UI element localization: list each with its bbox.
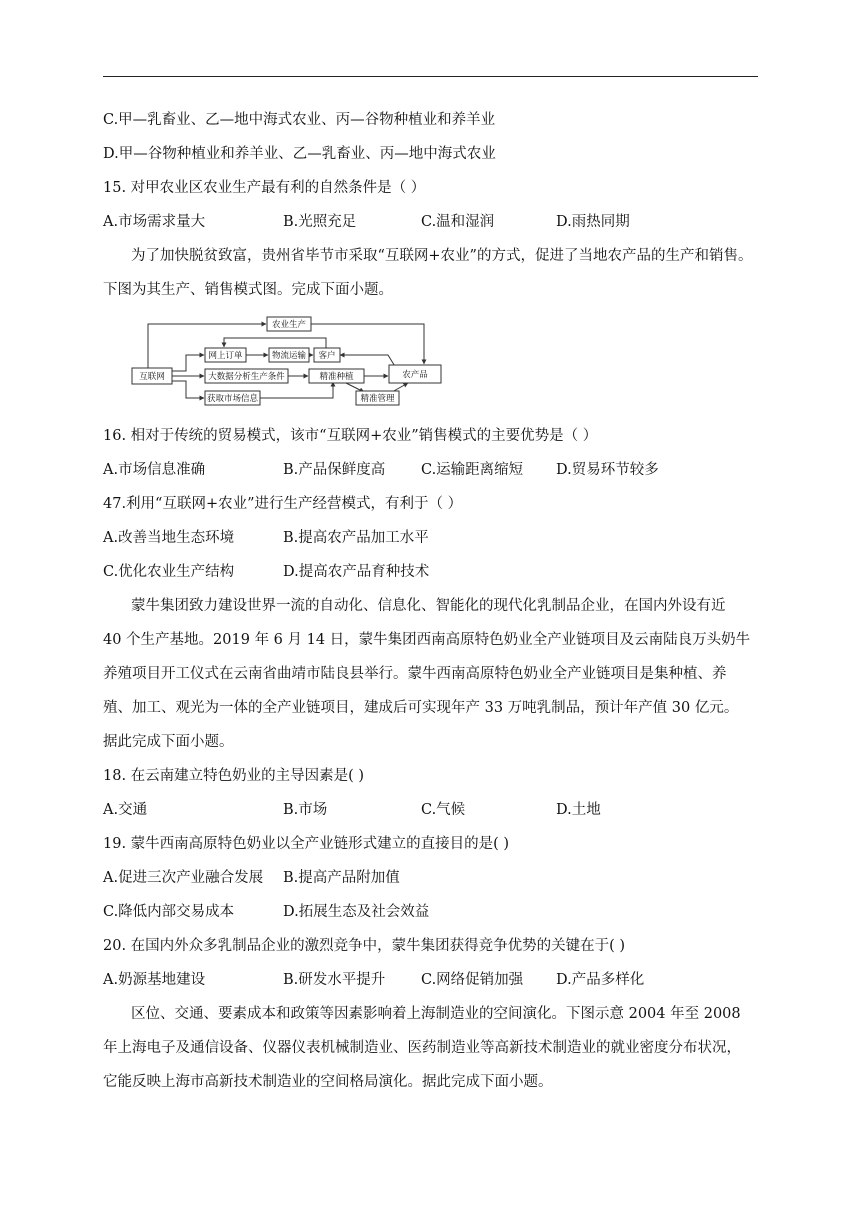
box-logistics [269,348,309,362]
q16-option-c[interactable]: C.运输距离缩短 [421,462,524,478]
arrow-internet-to-market-info [172,381,204,398]
passage-shanghai-line1: 区位、交通、要素成本和政策等因素影响着上海制造业的空间演化。下图示意 2004 年至 2008 [131,1006,741,1022]
arrow-customer-to-order [224,338,326,349]
label-logistics: 物流运输 [271,351,307,361]
label-agri-production: 农业生产 [271,320,307,330]
q18-option-b[interactable]: B.市场 [283,802,328,818]
box-agri-production [267,317,311,331]
q20-option-d[interactable]: D.产品多样化 [556,972,645,988]
label-market-info: 获取市场信息 [206,394,259,404]
q15-option-a[interactable]: A.市场需求量大 [103,214,206,230]
q19-stem: 19. 蒙牛西南高原特色奶业以全产业链形式建立的直接目的是( ) [103,836,510,852]
arrow-internet-to-online-order [172,355,204,371]
box-agri-products [389,365,441,383]
passage-bijie-line1: 为了加快脱贫致富，贵州省毕节市采取“互联网+农业”的方式，促进了当地农产品的生产和销售。 [131,248,753,264]
arrow-products-to-customer [340,355,396,368]
q18-option-c[interactable]: C.气候 [421,802,466,818]
passage-bijie-line2: 下图为其生产、销售模式图。完成下面小题。 [103,282,393,298]
q20-stem: 20. 在国内外众多乳制品企业的激烈竞争中，蒙牛集团获得竞争优势的关键在于( ) [103,938,626,954]
q17-option-a[interactable]: A.改善当地生态环境 [103,530,235,546]
label-big-data: 大数据分析生产条件 [208,372,285,382]
label-agri-products: 农产品 [402,370,428,380]
passage-mengniu-line3: 养殖项目开工仪式在云南省曲靖市陆良县举行。蒙牛西南高原特色奶业全产业链项目是集种植、养 [103,666,727,682]
passage-mengniu-line4: 殖、加工、观光为一体的全产业链项目，建成后可实现年产 33 万吨乳制品，预计年产值 30 亿元。 [103,700,739,716]
box-precision-planting [309,369,364,383]
q14-option-d[interactable]: D.甲—谷物种植业和养羊业、乙—乳畜业、丙—地中海式农业 [103,146,496,162]
q15-stem: 15. 对甲农业区农业生产最有利的自然条件是（ ） [103,180,426,196]
q16-option-d[interactable]: D.贸易环节较多 [556,462,659,478]
q16-stem: 16. 相对于传统的贸易模式，该市“互联网+农业”销售模式的主要优势是（ ） [103,428,598,444]
box-big-data [205,369,288,383]
passage-mengniu-line5: 据此完成下面小题。 [103,734,234,750]
label-precision-management: 精准管理 [360,394,395,404]
flow-diagram-svg [128,312,448,408]
q16-option-a[interactable]: A.市场信息准确 [103,462,206,478]
q17-option-b[interactable]: B.提高农产品加工水平 [283,530,429,546]
passage-mengniu-line1: 蒙牛集团致力建设世界一流的自动化、信息化、智能化的现代化乳制品企业，在国内外设有近 [131,598,726,614]
q15-option-b[interactable]: B.光照充足 [283,214,357,230]
q18-option-d[interactable]: D.土地 [556,802,601,818]
q20-option-b[interactable]: B.研发水平提升 [283,972,386,988]
passage-shanghai-line2: 年上海电子及通信设备、仪器仪表机械制造业、医药制造业等高新技术制造业的就业密度分布状况， [103,1040,741,1056]
q20-option-a[interactable]: A.奶源基地建设 [103,972,206,988]
label-customer: 客户 [318,351,336,361]
q16-option-b[interactable]: B.产品保鲜度高 [283,462,386,478]
passage-mengniu-line2: 40 个生产基地。2019 年 6 月 14 日，蒙牛集团西南高原特色奶业全产业链项目及云南陆良万头奶牛 [103,632,751,648]
q17-option-c[interactable]: C.优化农业生产结构 [103,564,235,580]
box-customer [314,348,340,362]
header-rule [103,76,758,77]
q15-option-c[interactable]: C.温和湿润 [421,214,495,230]
q18-option-a[interactable]: A.交通 [103,802,148,818]
label-internet: 互联网 [139,372,165,382]
label-precision-planting: 精准种植 [319,372,354,382]
q19-option-d[interactable]: D.拓展生态及社会效益 [283,904,430,920]
q19-option-c[interactable]: C.降低内部交易成本 [103,904,235,920]
box-precision-management [356,391,399,405]
label-online-order: 网上订单 [208,351,243,361]
q14-option-c[interactable]: C.甲—乳畜业、乙—地中海式农业、丙—谷物种植业和养羊业 [103,112,496,128]
passage-shanghai-line3: 它能反映上海市高新技术制造业的空间格局演化。据此完成下面小题。 [103,1074,553,1090]
box-internet [132,368,172,384]
q15-option-d[interactable]: D.雨热同期 [556,214,630,230]
box-market-info [205,391,260,405]
q17-option-d[interactable]: D.提高农产品育种技术 [283,564,430,580]
q19-option-a[interactable]: A.促进三次产业融合发展 [103,870,264,886]
q20-option-c[interactable]: C.网络促销加强 [421,972,524,988]
q18-stem: 18. 在云南建立特色奶业的主导因素是( ) [103,768,365,784]
arrow-market-info-to-planting [260,382,333,398]
q17-stem: 47.利用“互联网+农业”进行生产经营模式，有利于（ ） [103,496,463,512]
internet-agriculture-diagram [128,312,448,408]
box-online-order [205,348,246,362]
q19-option-b[interactable]: B.提高产品附加值 [283,870,400,886]
